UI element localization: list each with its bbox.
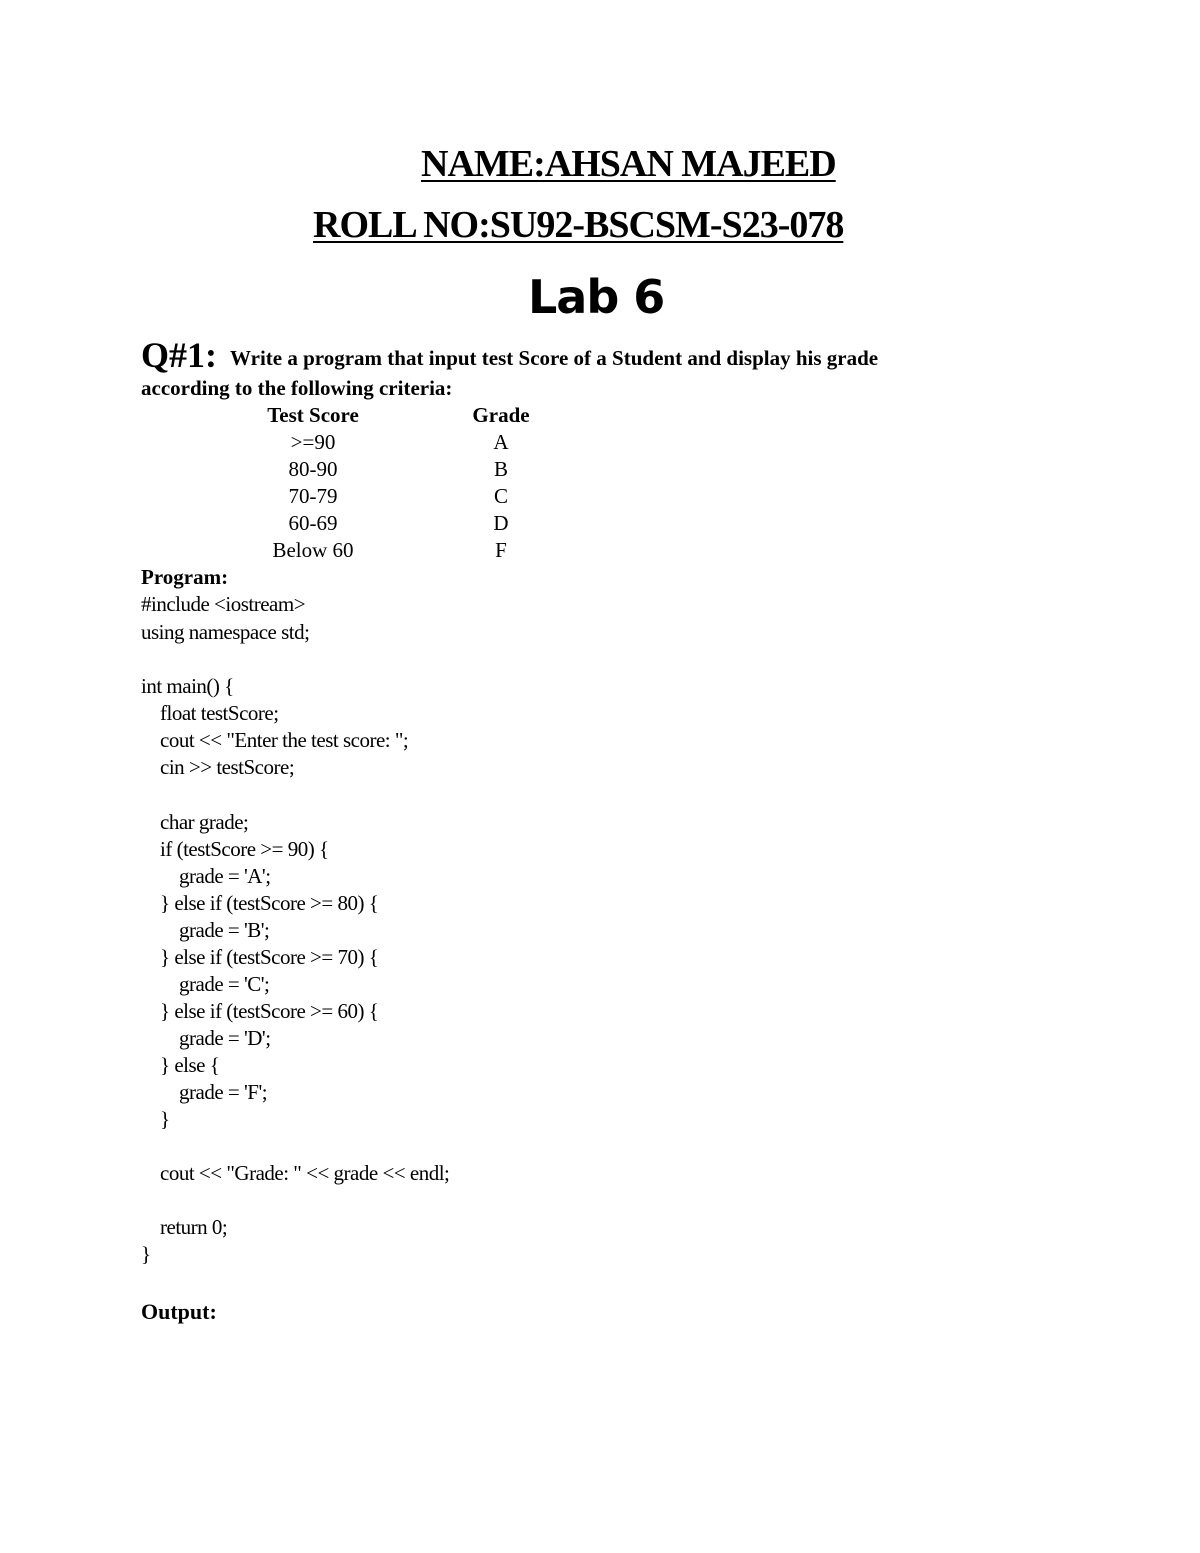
code-line: } else if (testScore >= 60) {: [141, 999, 379, 1023]
program-label: Program:: [141, 565, 229, 589]
criteria-grade: F: [495, 538, 507, 562]
code-line: grade = 'D';: [141, 1026, 271, 1050]
code-line: if (testScore >= 90) {: [141, 837, 329, 861]
roll-number: ROLL NO:SU92-BSCSM-S23-078: [313, 204, 844, 246]
criteria-header-grade: Grade: [472, 403, 530, 427]
criteria-grade: D: [493, 511, 509, 535]
criteria-header-score: Test Score: [267, 403, 359, 427]
code-line: char grade;: [141, 810, 249, 834]
output-label: Output:: [141, 1299, 217, 1324]
code-line: cout << "Grade: " << grade << endl;: [141, 1161, 450, 1185]
criteria-score: >=90: [290, 430, 336, 454]
code-line: cout << "Enter the test score: ";: [141, 728, 409, 752]
criteria-score: 70-79: [288, 484, 338, 508]
code-line: return 0;: [141, 1215, 228, 1239]
code-line: }: [141, 1242, 151, 1266]
code-line: grade = 'A';: [141, 864, 271, 888]
code-line: grade = 'C';: [141, 972, 270, 996]
criteria-grade: A: [493, 430, 509, 454]
criteria-score: Below 60: [272, 538, 354, 562]
question-text-line-2: according to the following criteria:: [141, 376, 453, 400]
criteria-score: 80-90: [288, 457, 338, 481]
code-line: grade = 'B';: [141, 918, 270, 942]
criteria-grade: C: [493, 484, 508, 508]
criteria-score: 60-69: [288, 511, 338, 535]
code-line: } else if (testScore >= 80) {: [141, 891, 379, 915]
criteria-grade: B: [493, 457, 508, 481]
code-line: }: [141, 1107, 170, 1131]
code-line: int main() {: [141, 674, 234, 698]
code-line: } else if (testScore >= 70) {: [141, 945, 379, 969]
student-name: NAME:AHSAN MAJEED: [421, 143, 836, 185]
code-line: using namespace std;: [141, 620, 310, 644]
lab-title: Lab 6: [528, 270, 665, 324]
question-label: Q#1:: [141, 335, 217, 375]
code-line: } else {: [141, 1053, 220, 1077]
code-line: #include <iostream>: [141, 592, 306, 616]
code-line: cin >> testScore;: [141, 755, 295, 779]
code-line: grade = 'F';: [141, 1080, 268, 1104]
question-text-line-1: Write a program that input test Score of a Student and display his grade: [230, 346, 879, 370]
code-line: float testScore;: [141, 701, 279, 725]
